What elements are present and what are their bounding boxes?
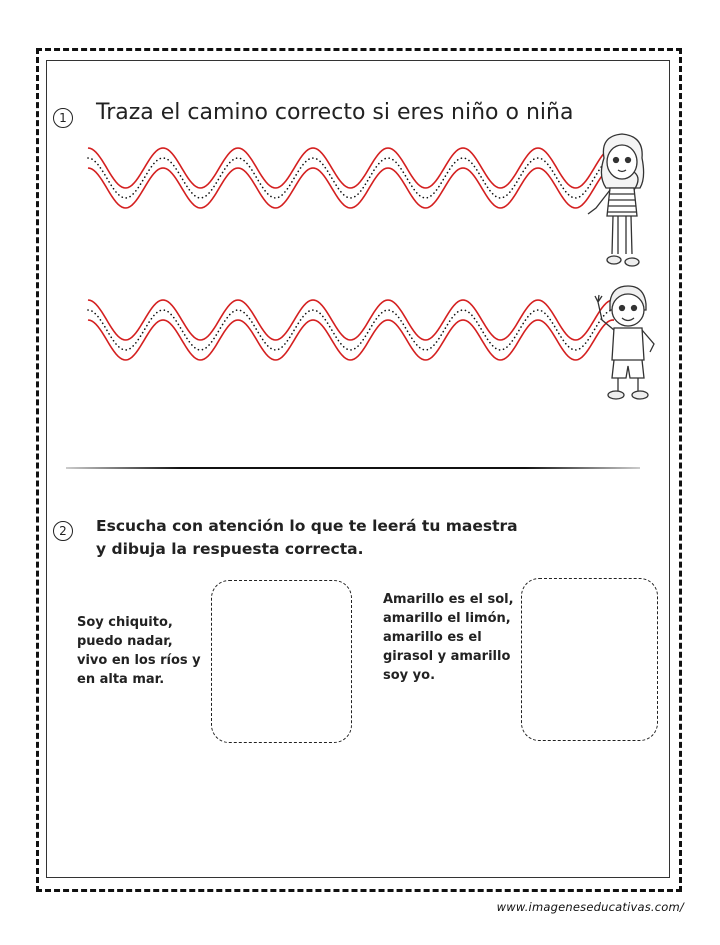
riddle-line: soy yo. [383, 668, 436, 683]
wave-group [88, 148, 614, 360]
riddle-line: vivo en los ríos y [77, 653, 201, 668]
drawing-box-2[interactable] [521, 578, 658, 741]
riddle-line: amarillo es el [383, 630, 482, 645]
section-2-number: 2 [53, 521, 73, 541]
girl-path-dotted-line [88, 158, 606, 198]
boy-path-dotted-line [88, 310, 614, 350]
riddle-fish [77, 613, 201, 689]
riddle-yellow [383, 590, 514, 685]
riddle-line: en alta mar. [77, 672, 165, 687]
riddle-line: girasol y amarillo [383, 649, 511, 664]
riddle-line: Soy chiquito, [77, 615, 173, 630]
riddle-line: puedo nadar, [77, 634, 173, 649]
riddle-line: amarillo el limón, [383, 611, 511, 626]
girl-path-bottom-line [88, 168, 606, 208]
riddle-line: Amarillo es el sol, [383, 592, 514, 607]
section-2-title-line-1: Escucha con atención lo que te leerá tu maestra [96, 517, 518, 535]
section-2-title-line-2: y dibuja la respuesta correcta. [96, 540, 364, 558]
section-1-number: 1 [53, 108, 73, 128]
section-divider [66, 467, 640, 469]
boy-illustration [588, 282, 664, 402]
drawing-box-1[interactable] [211, 580, 352, 743]
section-1-title: Traza el camino correcto si eres niño o niña [96, 100, 574, 125]
footer-url: www.imageneseducativas.com/ [496, 900, 684, 914]
section-2-title [96, 515, 518, 561]
girl-illustration [582, 128, 662, 273]
